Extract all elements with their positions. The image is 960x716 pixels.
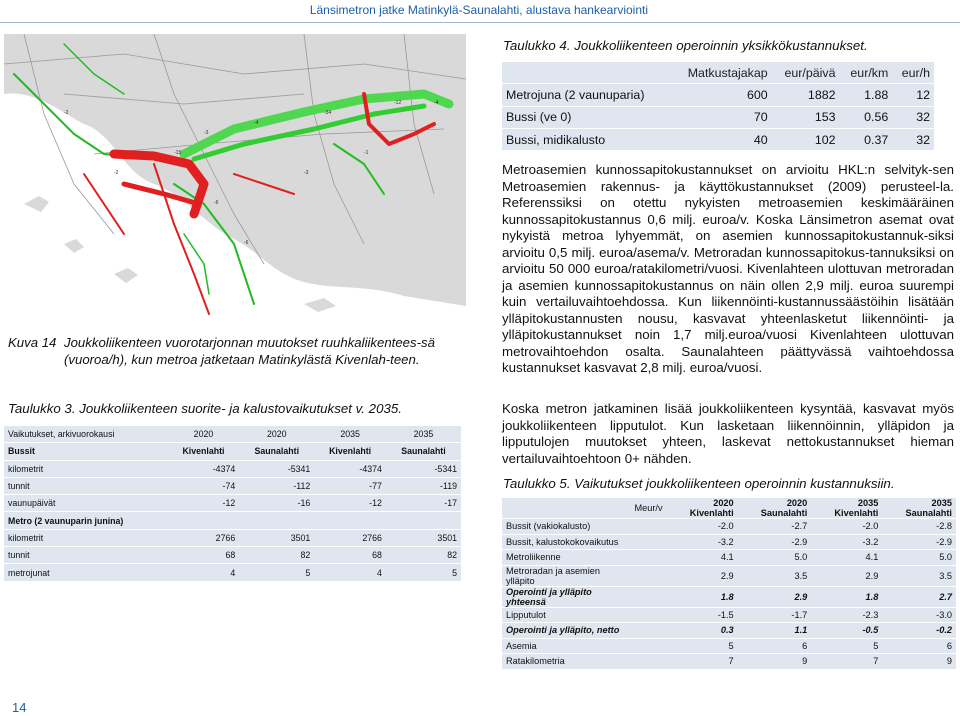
table-cell: -3.2 (811, 534, 882, 550)
paragraph-ticket-revenue: Koska metron jatkaminen lisää joukkoliikenteen kysyntää, kasvavat myös joukkoliikenteen lipputulot. Kun lasketaan liikennöinnin, ylläpidon ja lipputulojen muutokset yhteen, laskevat nettokustannukset hieman vertailuvaihtoehtoon 0+ nähden. (502, 401, 954, 466)
table-cell: Metrojuna (2 vaunuparia) (502, 84, 671, 106)
table-row (502, 565, 956, 586)
table-cell: 0.56 (840, 106, 893, 128)
table4-header-cell: eur/päivä (772, 62, 840, 84)
route-change-map (4, 34, 466, 332)
table-cell: -16 (239, 495, 314, 512)
table-cell: 1.88 (840, 84, 893, 106)
svg-text:-6: -6 (244, 240, 249, 246)
table-row (502, 519, 956, 535)
table-cell: 5 (667, 638, 738, 654)
table3-header-cell: Kivenlahti (168, 443, 240, 460)
table-cell: -119 (386, 477, 461, 494)
table-row (4, 512, 461, 529)
table-cell: 7 (811, 654, 882, 669)
table-cell (631, 586, 667, 607)
table-cell: vaunupäivät (4, 495, 168, 512)
table-cell: tunnit (4, 547, 168, 564)
table-cell: 2.9 (667, 565, 738, 586)
table-row (4, 529, 461, 546)
table-cell: 70 (671, 106, 772, 128)
table-cell: 1.1 (738, 623, 812, 639)
table-cell: -0.2 (882, 623, 956, 639)
table-cell (631, 607, 667, 623)
table3-title: Taulukko 3. Joukkoliikenteen suorite- ja kalustovaikutukset v. 2035. (8, 401, 402, 416)
paragraph-maintenance-costs: Metroasemien kunnossapitokustannukset on arvioitu HKL:n selvityk-sen Metroasemien rakennus- ja käyttökustannukset (2009) perusteel-la. Referenssiksi on otettu nykyisten metroasemien keskimääräinen kunnossapitokustannus 0,6 milj. euroa/v. Koska Länsimetron asemat ovat nykyistä metroa lyhyemmät, on asemien kunnossapitokustannuk-siksi arvioitu 0,5 milj. euroa/asema/v. Metroradan kunnossapitokus-tannuksiksi on arvioitu 50 000 euroa/ratakilometri/vuosi. Kivenlahteen ulottuvan metroradan ja asemien kunnossapitokustannus on näin ollen 2,9 milj. euroa suurempi kuin vertailuvaihtoehdossa. Kun liikennöinti-kustannussäästöihin lisätään ylläpitokustannusten nousu, kasvavat yhteenlasketut liikennöinti- ja ylläpitokustannukset noin 1,7 milj.euroa/vuosi Kivenlahteen ulottuvan metrovaihtoehdon osalta. Saunalahteen päättyvässä vaihtoehdossa kustannukset kasvavat 2,8 milj. euroa/vuosi. (502, 162, 954, 375)
table-cell: 68 (314, 547, 386, 564)
table-cell: -2.9 (882, 534, 956, 550)
table-cell: Metroliikenne (502, 550, 631, 566)
table-cell: 2766 (168, 529, 240, 546)
table-cell: 153 (772, 106, 840, 128)
table-cell: -2.8 (882, 519, 956, 535)
table-cell: -17 (386, 495, 461, 512)
table4-title: Taulukko 4. Joukkoliikenteen operoinnin yksikkökustannukset. (503, 38, 868, 53)
svg-text:-3: -3 (304, 170, 309, 176)
table-row (4, 477, 461, 494)
table5-header-cell (502, 498, 631, 519)
table-cell: metrojunat (4, 564, 168, 581)
table-cell: -2.0 (811, 519, 882, 535)
table-cell: 600 (671, 84, 772, 106)
table5-header-cell: 2035 Saunalahti (882, 498, 956, 519)
table-cell: 3.5 (882, 565, 956, 586)
table-cell: kilometrit (4, 529, 168, 546)
table-cell: 1.8 (811, 586, 882, 607)
table4 (502, 61, 934, 150)
table-row (502, 607, 956, 623)
table-cell: 4.1 (667, 550, 738, 566)
table-row (502, 654, 956, 669)
table-row (502, 623, 956, 639)
table-cell: 5 (811, 638, 882, 654)
table-cell (631, 565, 667, 586)
table-cell: -3.0 (882, 607, 956, 623)
svg-text:-15: -15 (174, 150, 182, 156)
table5-title: Taulukko 5. Vaikutukset joukkoliikenteen operoinnin kustannuksiin. (503, 476, 895, 491)
table-cell: -0.5 (811, 623, 882, 639)
table-cell: 12 (892, 84, 934, 106)
table-cell: 4 (168, 564, 240, 581)
table4-header-row (502, 62, 934, 84)
table-cell: 9 (738, 654, 812, 669)
table-cell: 6 (882, 638, 956, 654)
table-cell: 7 (667, 654, 738, 669)
table-cell (631, 623, 667, 639)
table-cell: -112 (239, 477, 314, 494)
table-cell: -1.5 (667, 607, 738, 623)
table-row (502, 128, 934, 150)
table-cell: 68 (168, 547, 240, 564)
header-rule (0, 22, 960, 23)
table5-header-row (502, 498, 956, 519)
svg-text:-34: -34 (324, 110, 332, 116)
table-cell: Asemia (502, 638, 631, 654)
figure-label: Kuva 14 (8, 335, 57, 350)
table-cell (631, 519, 667, 535)
figure-caption-text: Joukkoliikenteen vuorotarjonnan muutokset ruuhkaliikentees-sä (vuoroa/h), kun metroa jatketaan Matinkylästä Kivenlah-teen. (64, 335, 435, 367)
table3-metro-header: Metro (2 vaunuparin junina) (4, 512, 461, 529)
table-cell: -4374 (168, 460, 240, 477)
table-cell: -2.9 (738, 534, 812, 550)
svg-text:-4: -4 (434, 100, 439, 106)
table-cell: 2.7 (882, 586, 956, 607)
table-cell: -5341 (386, 460, 461, 477)
table-cell: tunnit (4, 477, 168, 494)
table5 (502, 497, 956, 669)
table-cell: 0.3 (667, 623, 738, 639)
table4-header-cell: eur/h (892, 62, 934, 84)
table3-header-cell: 2020 (239, 426, 314, 443)
table-cell: 4 (314, 564, 386, 581)
table3-header-cell: Bussit (4, 443, 168, 460)
table-cell: Bussi, midikalusto (502, 128, 671, 150)
table3-header-cell: 2035 (314, 426, 386, 443)
svg-text:-3: -3 (204, 130, 209, 136)
table-row (502, 84, 934, 106)
table-cell (631, 638, 667, 654)
table-cell: 5 (386, 564, 461, 581)
table5-header-cell: 2020 Saunalahti (738, 498, 812, 519)
table5-header-cell: 2035 Kivenlahti (811, 498, 882, 519)
table-cell: -1.7 (738, 607, 812, 623)
table3-header-cell: Saunalahti (239, 443, 314, 460)
table-cell: Metroradan ja asemien ylläpito (502, 565, 631, 586)
table-cell: -12 (314, 495, 386, 512)
table-cell: 3501 (239, 529, 314, 546)
table5-header-cell: Meur/v (631, 498, 667, 519)
table-cell: 32 (892, 106, 934, 128)
table-cell: 6 (738, 638, 812, 654)
header-title: Länsimetron jatke Matinkylä-Saunalahti, alustava hankearviointi (309, 3, 648, 17)
table-cell: 4.1 (811, 550, 882, 566)
table-cell: -2.3 (811, 607, 882, 623)
table-cell: 1882 (772, 84, 840, 106)
table-row (4, 547, 461, 564)
table3-header-row (4, 426, 461, 443)
table3-header-cell: Kivenlahti (314, 443, 386, 460)
svg-text:-6: -6 (214, 200, 219, 206)
table4-header-cell: Matkustajakap (671, 62, 772, 84)
table3 (4, 425, 461, 581)
table-cell: 3.5 (738, 565, 812, 586)
table-cell: 82 (239, 547, 314, 564)
table3-header-cell: Vaikutukset, arkivuorokausi (4, 426, 168, 443)
table-cell: 82 (386, 547, 461, 564)
table-cell: 9 (882, 654, 956, 669)
svg-text:-12: -12 (394, 100, 402, 106)
table-cell: -4374 (314, 460, 386, 477)
table-cell: -3.2 (667, 534, 738, 550)
table3-header-cell: 2020 (168, 426, 240, 443)
table-cell: -5341 (239, 460, 314, 477)
table-cell: Operointi ja ylläpito, netto (502, 623, 631, 639)
table-cell (631, 550, 667, 566)
table-cell: Bussit (vakiokalusto) (502, 519, 631, 535)
table-cell (631, 654, 667, 669)
table-cell: 5.0 (738, 550, 812, 566)
table3-header-cell: 2035 (386, 426, 461, 443)
table4-header-cell (502, 62, 671, 84)
table-cell: Bussit, kalustokokovaikutus (502, 534, 631, 550)
table-cell: -12 (168, 495, 240, 512)
table-cell: 40 (671, 128, 772, 150)
table-cell: 2766 (314, 529, 386, 546)
page-header (0, 0, 960, 22)
table-row (502, 638, 956, 654)
table-cell: kilometrit (4, 460, 168, 477)
table-cell: 2.9 (738, 586, 812, 607)
table3-header-row (4, 443, 461, 460)
table4-header-cell: eur/km (840, 62, 893, 84)
table-cell: Operointi ja ylläpito yhteensä (502, 586, 631, 607)
table-cell: 1.8 (667, 586, 738, 607)
svg-text:-1: -1 (364, 150, 369, 156)
table-cell: Ratakilometria (502, 654, 631, 669)
table-row (4, 564, 461, 581)
table-cell: 0.37 (840, 128, 893, 150)
table-cell: -2.7 (738, 519, 812, 535)
table-row (4, 460, 461, 477)
table-cell: -77 (314, 477, 386, 494)
table-cell (631, 534, 667, 550)
table-cell: -2.0 (667, 519, 738, 535)
table-cell: 32 (892, 128, 934, 150)
table-cell: 3501 (386, 529, 461, 546)
table-cell: 5 (239, 564, 314, 581)
table3-header-cell: Saunalahti (386, 443, 461, 460)
table-cell: Bussi (ve 0) (502, 106, 671, 128)
svg-text:-2: -2 (114, 170, 119, 176)
figure-caption (8, 334, 463, 368)
table-cell: 2.9 (811, 565, 882, 586)
page-number: 14 (12, 700, 27, 715)
table-cell: 5.0 (882, 550, 956, 566)
table-cell: Lipputulot (502, 607, 631, 623)
svg-text:-4: -4 (254, 120, 259, 126)
table5-header-cell: 2020 Kivenlahti (667, 498, 738, 519)
svg-text:-2: -2 (64, 110, 69, 116)
table-row (502, 550, 956, 566)
table-row (502, 586, 956, 607)
table-cell: -74 (168, 477, 240, 494)
table-row (502, 106, 934, 128)
table-row (4, 495, 461, 512)
table-cell: 102 (772, 128, 840, 150)
table-row (502, 534, 956, 550)
